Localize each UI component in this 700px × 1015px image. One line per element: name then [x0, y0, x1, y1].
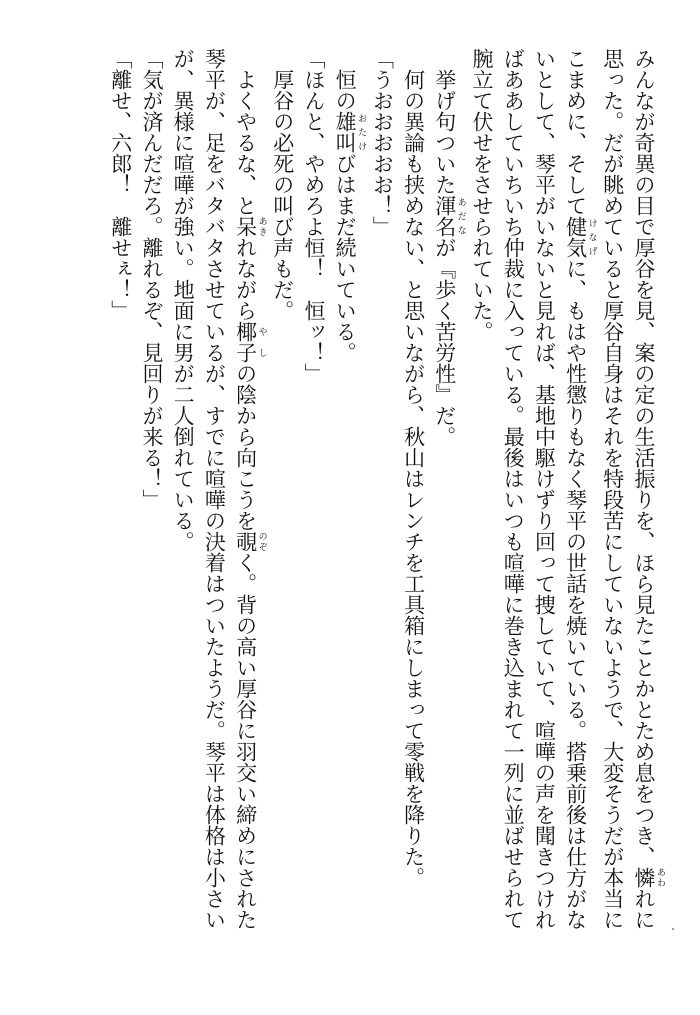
ruby-base: 憐 [632, 867, 656, 888]
text-line [136, 48, 167, 938]
text-line [167, 48, 198, 938]
text-segment: 琴平が、足をバタバタさせているが、すでに喧嘩の決着はついたようだ。琴平は体格は小さい [202, 48, 227, 930]
text-segment: みんなが奇異の目で厚谷を見、案の定の生活振りを、ほら見たことかとため息をつき、 [632, 48, 656, 867]
ruby-reading: おたけ [356, 111, 367, 153]
text-segment: よくやるな、と [233, 48, 258, 216]
text-segment: が、異様に喧嘩が強い。地面に男が二人倒れている。 [171, 48, 196, 552]
page-dot-mark [672, 928, 674, 930]
text-segment: 思った。だが眺めていると厚谷自身はそれを特段苦にしていないようで、大変そうだが本当に [600, 48, 625, 930]
text-segment: ばああしていちいち仲裁に入っている。最後はいつも喧嘩に巻き込まれて一列に並ばせられて [501, 48, 526, 930]
text-line [329, 48, 366, 938]
text-segment: 「離せ、六郎！ 離せぇ！」 [108, 48, 133, 321]
text-line [229, 48, 266, 938]
text-segment: に、もはや性懲りもなく琴平の世話を焼いている。搭乗前後は仕方がな [563, 258, 588, 930]
text-line [298, 48, 329, 938]
ruby-base: 健気 [563, 216, 588, 258]
ruby-reading: あわ [655, 867, 665, 888]
text-segment: こまめに、そして [563, 48, 588, 216]
ruby-base: 椰子 [233, 321, 258, 363]
text-line [366, 48, 397, 938]
ruby-annotation [432, 195, 466, 237]
ruby-base: 雄叫 [333, 111, 358, 153]
ruby-reading: あき [256, 216, 267, 237]
vertical-text-body [105, 48, 665, 938]
text-segment: びはまだ続いている。 [333, 153, 358, 363]
text-line [466, 48, 497, 938]
text-line [497, 48, 528, 938]
text-line [397, 48, 428, 938]
text-segment: 厚谷の必死の叫び声もだ。 [270, 48, 295, 321]
ruby-base: 渾名 [432, 195, 457, 237]
text-segment: 「気が済んだだろ。離れるぞ、見回りが来る！」 [139, 48, 164, 510]
text-segment: く。背の高い厚谷に羽交い締めにされた [233, 552, 258, 930]
ruby-base: 覗 [233, 531, 258, 552]
text-line [597, 48, 628, 938]
text-line [559, 48, 596, 938]
ruby-annotation [233, 321, 267, 363]
text-line [429, 48, 466, 938]
text-segment: 「ほんと、やめろよ恒！ 恒ッ！」 [301, 48, 326, 384]
ruby-reading: けなげ [586, 216, 597, 258]
ruby-annotation [563, 216, 597, 258]
text-line [528, 48, 559, 938]
text-segment: れに [632, 888, 656, 930]
ruby-annotation [233, 216, 267, 237]
ruby-annotation [233, 531, 267, 552]
ruby-annotation [632, 867, 665, 888]
text-segment: 挙げ句ついた [432, 48, 457, 195]
text-segment: の陰から向こうを [233, 363, 258, 531]
text-segment: れながら [233, 237, 258, 321]
text-line [267, 48, 298, 938]
ruby-reading: あだな [455, 195, 466, 237]
text-line [105, 48, 136, 938]
text-segment: 「うおおおおお！」 [370, 48, 395, 237]
text-line [628, 48, 665, 938]
text-line [198, 48, 229, 938]
ruby-reading: やし [256, 321, 267, 363]
text-segment: 恒の [333, 48, 358, 111]
ruby-reading: のぞ [256, 531, 267, 552]
text-segment: 何の異論も挟めない、と思いながら、秋山はレンチを工具箱にしまって零戦を降りた。 [401, 48, 426, 888]
text-segment: 腕立て伏せをさせられていた。 [469, 48, 494, 342]
ruby-annotation [333, 111, 367, 153]
text-segment: いとして、琴平がいないと見れば、基地中駆けずり回って捜していて、喧嘩の声を聞きつけれ [532, 48, 557, 930]
ruby-base: 呆 [233, 216, 258, 237]
text-segment: が『歩く苦労性』だ。 [432, 237, 457, 447]
